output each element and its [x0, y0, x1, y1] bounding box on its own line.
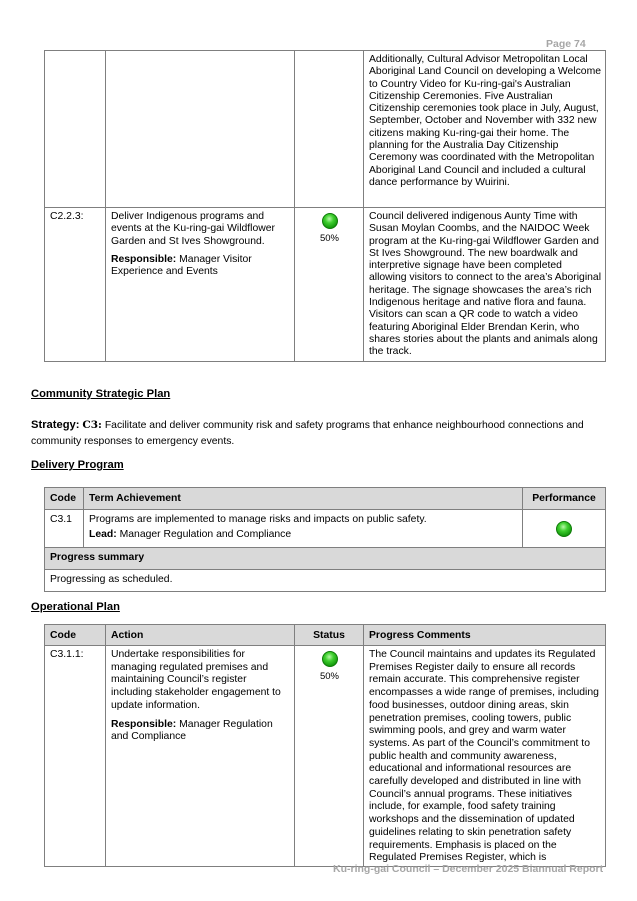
green-status-icon [322, 213, 338, 229]
comment-cell: Additionally, Cultural Advisor Metropolitan Local Aboriginal Land Council on developing a Welcome to Country Video for Ku-ring-gai's Australian Citizenship Ceremonies. Five Australian Citizenship ceremonies took place in July, August, September, October and November with 332 new citizens making Ku-ring-gai their home. The planning for the Australia Day Citizenship Ceremony was coordinated with the Metropolitan Aboriginal Land Council and included a cultural dance performance by Wuirini. [364, 51, 606, 208]
top-action-table [44, 50, 606, 362]
status-cell [295, 208, 364, 362]
progress-summary-label: Progress summary [45, 548, 606, 570]
code-cell [45, 51, 106, 208]
action-cell [106, 51, 295, 208]
status-cell [295, 51, 364, 208]
responsible-line [111, 719, 290, 744]
responsible-value: Manager Visitor Experience and Events [111, 253, 252, 278]
progress-summary-header [45, 548, 606, 570]
lead-label: Lead: [89, 528, 117, 540]
lead-line [89, 528, 517, 543]
term-cell [84, 510, 523, 548]
table-row [45, 510, 606, 548]
action-text: Deliver Indigenous programs and events at the Ku-ring-gai Wildflower Garden and St Ives Showground. [111, 211, 276, 247]
table-row [45, 208, 606, 362]
col-progress-comments: Progress Comments [364, 625, 606, 646]
code-cell: C2.2.3: [45, 208, 106, 362]
csp-heading: Community Strategic Plan [31, 388, 171, 400]
table-header-row [45, 625, 606, 646]
strategy-label: Strategy: [31, 419, 80, 431]
status-cell [295, 646, 364, 867]
term-text: Programs are implemented to manage risks and impacts on public safety. [89, 514, 427, 525]
code-cell: C3.1 [45, 510, 84, 548]
responsible-label: Responsible: [111, 253, 177, 265]
strategy-code: C3: [82, 419, 102, 431]
action-cell [106, 646, 295, 867]
strategy-text: Facilitate and deliver community risk and safety programs that enhance neighbourhood connections and community responses to emergency events. [31, 420, 584, 447]
col-status: Status [295, 625, 364, 646]
operational-plan-heading: Operational Plan [31, 601, 120, 613]
action-cell [106, 208, 295, 362]
operational-plan-table [44, 624, 606, 867]
delivery-program-heading: Delivery Program [31, 459, 124, 471]
responsible-label: Responsible: [111, 718, 177, 730]
code-cell: C3.1.1: [45, 646, 106, 867]
comment-cell: Council delivered indigenous Aunty Time with Susan Moylan Coombs, and the NAIDOC Week program at the Ku-ring-gai Wildflower Garden and St Ives Showground. The new boardwalk and interpretive signage have been completed allowing visitors to connect to the area’s Aboriginal heritage. The signage showcases the area’s rich Indigenous heritage and native flora and fauna. Visitors can scan a QR code to watch a video featuring Aboriginal Elder Brendan Kerin, who shares stories about the plants and animals along the track. [364, 208, 606, 362]
status-percent: 50% [319, 671, 339, 682]
lead-value: Manager Regulation and Compliance [119, 528, 292, 540]
table-row [45, 646, 606, 867]
col-code: Code [45, 625, 106, 646]
green-performance-icon [556, 521, 572, 537]
table-header-row [45, 488, 606, 510]
col-code: Code [45, 488, 84, 510]
strategy-statement [31, 418, 611, 449]
responsible-value: Manager Regulation and Compliance [111, 718, 273, 743]
table-row [45, 51, 606, 208]
col-action: Action [106, 625, 295, 646]
page-number: Page 74 [546, 38, 586, 50]
footer-report-title: Ku-ring-gai Council – December 2025 Biannual Report [333, 863, 604, 875]
col-performance: Performance [523, 488, 606, 510]
col-term-achievement: Term Achievement [84, 488, 523, 510]
comment-cell: The Council maintains and updates its Regulated Premises Register daily to ensure all records remain accurate. This comprehensive register encompasses a wide range of premises, including food businesses, outdoor dining areas, skin penetration premises, cooling towers, public swimming pools, and grey and warm water systems. As part of the Council’s commitment to public health and community awareness, educational and informational resources are carefully developed and distributed in line with Council’s annual programs. These initiatives include, for example, food safety training workshops and the dissemination of updated guidelines relating to skin penetration safety requirements. Emphasis is placed on the Regulated Premises Register, which is [364, 646, 606, 867]
action-text: Undertake responsibilities for managing regulated premises and maintaining Council’s register including stakeholder engagement to update information. [111, 649, 281, 711]
green-status-icon [322, 651, 338, 667]
responsible-line [111, 254, 290, 279]
progress-summary-row [45, 570, 606, 592]
performance-cell [523, 510, 606, 548]
delivery-program-table [44, 487, 606, 592]
progress-summary-text: Progressing as scheduled. [45, 570, 606, 592]
status-percent: 50% [319, 233, 339, 244]
